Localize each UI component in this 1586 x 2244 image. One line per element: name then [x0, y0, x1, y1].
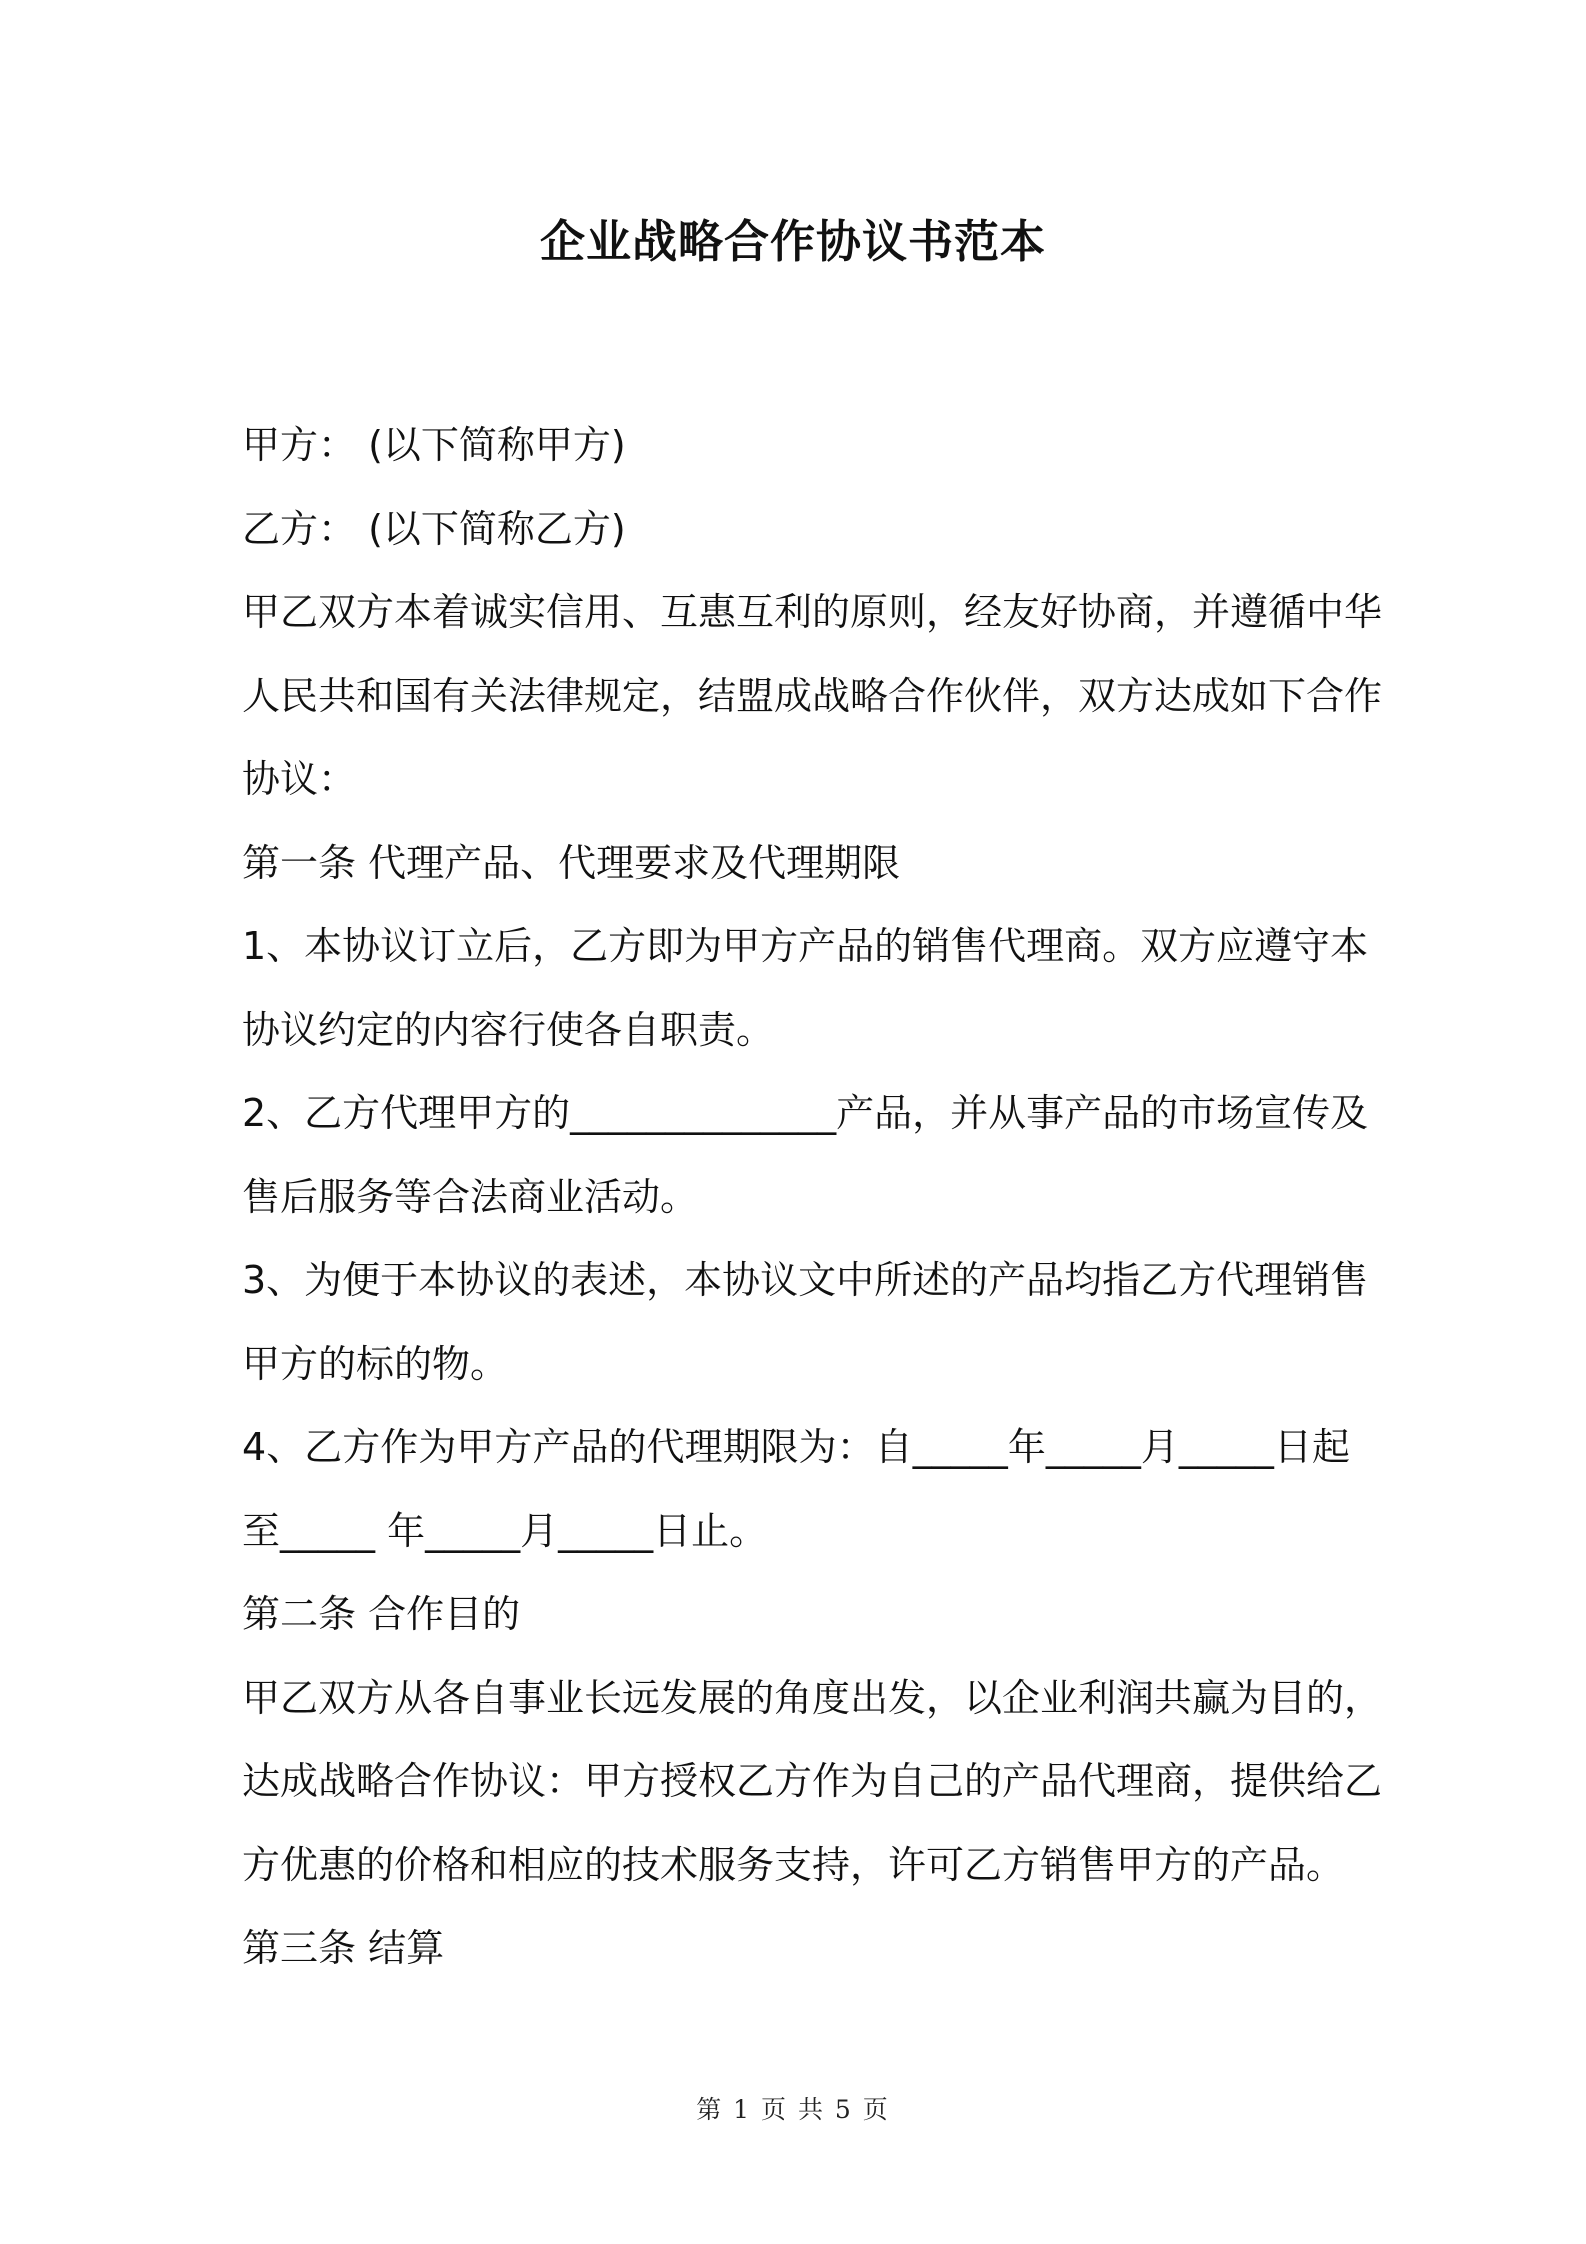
clause-3-line-2: 甲方的标的物。	[242, 1341, 509, 1386]
article-1-heading: 第一条 代理产品、代理要求及代理期限	[242, 840, 901, 885]
article-2-line-1: 甲乙双方从各自事业长远发展的角度出发，以企业利润共赢为目的，	[242, 1675, 1383, 1720]
article-2-heading: 第二条 合作目的	[242, 1592, 521, 1636]
article-3-heading: 第三条 结算	[242, 1926, 445, 1970]
preamble-line-3: 协议：	[242, 757, 357, 801]
article-2-line-2: 达成战略合作协议：甲方授权乙方作为自己的产品代理商，提供给乙	[242, 1759, 1383, 1803]
clause-2-line-2: 售后服务等合法商业活动。	[242, 1174, 699, 1219]
clause-4-line-1: 4、乙方作为甲方产品的代理期限为：自_____年_____月_____日起	[242, 1425, 1350, 1469]
document-title: 企业战略合作协议书范本	[539, 215, 1046, 268]
page-footer: 第 1 页 共 5 页	[696, 2095, 890, 2124]
party-b-line: 乙方： (以下简称乙方)	[242, 506, 626, 551]
preamble-line-2: 人民共和国有关法律规定，结盟成战略合作伙伴，双方达成如下合作	[242, 673, 1383, 718]
article-2-line-3: 方优惠的价格和相应的技术服务支持，许可乙方销售甲方的产品。	[242, 1842, 1345, 1887]
preamble-line-1: 甲乙双方本着诚实信用、互惠互利的原则，经友好协商，并遵循中华	[242, 590, 1383, 634]
clause-3-line-1: 3、为便于本协议的表述，本协议文中所述的产品均指乙方代理销售	[242, 1258, 1369, 1302]
party-a-line: 甲方： (以下简称甲方)	[242, 423, 626, 467]
clause-2-line-1: 2、乙方代理甲方的______________产品，并从事产品的市场宣传及	[242, 1091, 1369, 1135]
clause-1-line-1: 1、本协议订立后，乙方即为甲方产品的销售代理商。双方应遵守本	[242, 924, 1369, 968]
document-body	[242, 404, 1383, 1991]
clause-4-line-2: 至_____ 年_____月_____日止。	[242, 1508, 768, 1553]
clause-1-line-2: 协议约定的内容行使各自职责。	[242, 1007, 775, 1052]
